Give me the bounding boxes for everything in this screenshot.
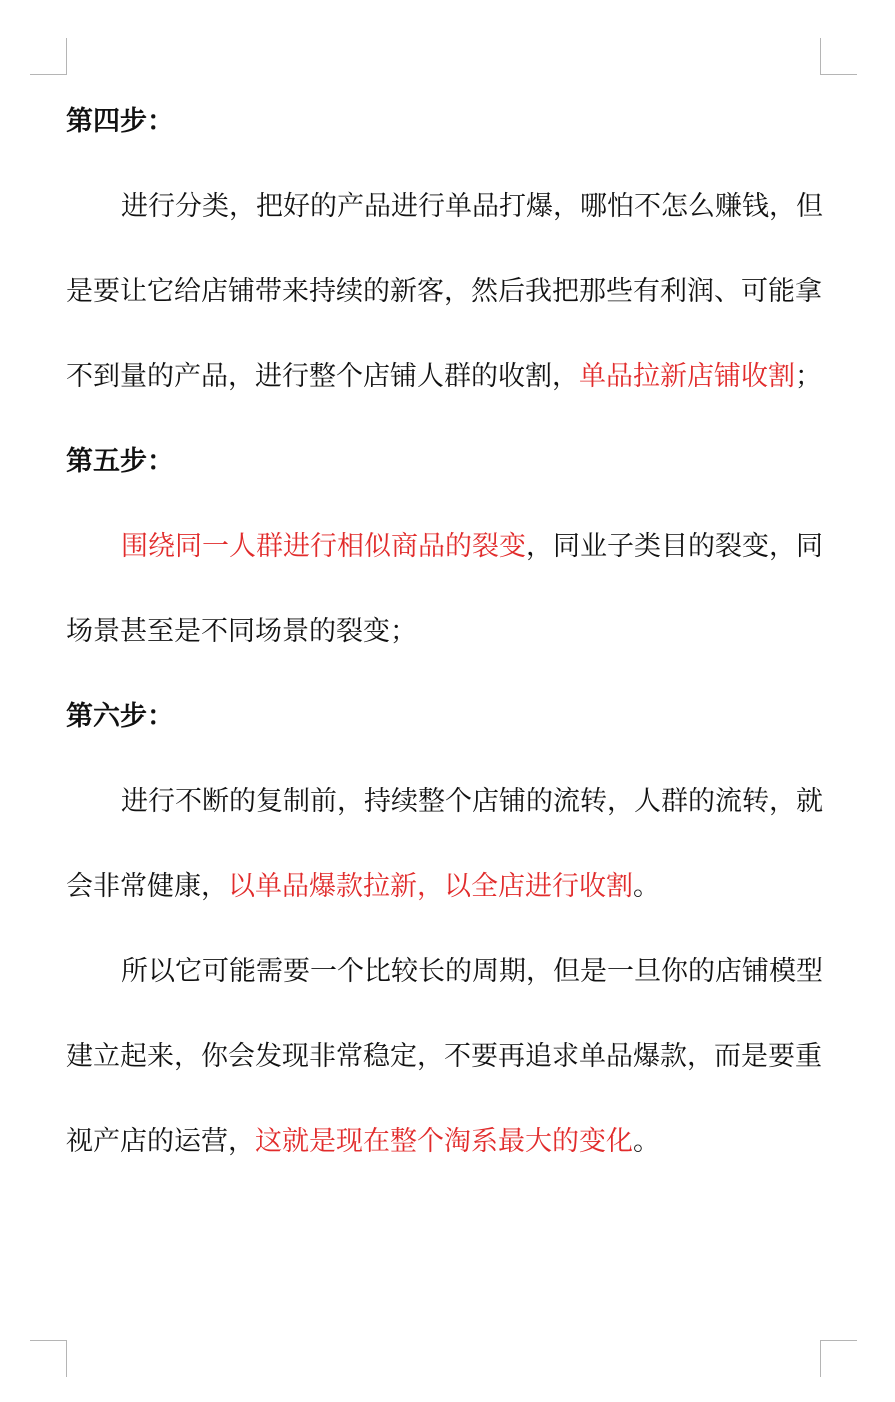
step4-line-3-end: ； bbox=[795, 361, 822, 392]
step6-line-2 bbox=[66, 869, 826, 905]
step4-line-3 bbox=[66, 359, 826, 395]
step6-heading: 第六步： bbox=[66, 701, 174, 732]
step5-heading: 第五步： bbox=[66, 446, 174, 477]
step6-line-1: 进行不断的复制前，持续整个店铺的流转，人群的流转，就 bbox=[121, 786, 823, 817]
step4-line-3-text: 不到量的产品，进行整个店铺人群的收割， bbox=[66, 361, 579, 392]
crop-mark-top-right bbox=[820, 38, 857, 75]
conclusion-line-3-text: 视产店的运营， bbox=[66, 1126, 255, 1157]
step6-line-2-text: 会非常健康， bbox=[66, 871, 228, 902]
step5-highlight: 围绕同一人群进行相似商品的裂变 bbox=[121, 531, 526, 562]
step6-line-2-end: 。 bbox=[633, 871, 660, 902]
conclusion-line-3 bbox=[66, 1124, 826, 1160]
crop-mark-bottom-right bbox=[820, 1340, 857, 1377]
step4-highlight: 单品拉新店铺收割 bbox=[579, 361, 795, 392]
step4-heading: 第四步： bbox=[66, 106, 174, 137]
step4-line-1: 进行分类，把好的产品进行单品打爆，哪怕不怎么赚钱，但 bbox=[121, 191, 823, 222]
step5-line-2: 场景甚至是不同场景的裂变； bbox=[66, 616, 417, 647]
step5-line-1 bbox=[121, 529, 826, 565]
conclusion-highlight: 这就是现在整个淘系最大的变化 bbox=[255, 1126, 633, 1157]
conclusion-line-3-end: 。 bbox=[633, 1126, 660, 1157]
conclusion-line-2: 建立起来，你会发现非常稳定，不要再追求单品爆款，而是要重 bbox=[66, 1041, 822, 1072]
crop-mark-bottom-left bbox=[30, 1340, 67, 1377]
step5-line-1-text: ，同业子类目的裂变，同 bbox=[526, 531, 823, 562]
step6-highlight: 以单品爆款拉新，以全店进行收割 bbox=[228, 871, 633, 902]
step4-line-2: 是要让它给店铺带来持续的新客，然后我把那些有利润、可能拿 bbox=[66, 276, 822, 307]
crop-mark-top-left bbox=[30, 38, 67, 75]
conclusion-line-1: 所以它可能需要一个比较长的周期，但是一旦你的店铺模型 bbox=[121, 956, 823, 987]
